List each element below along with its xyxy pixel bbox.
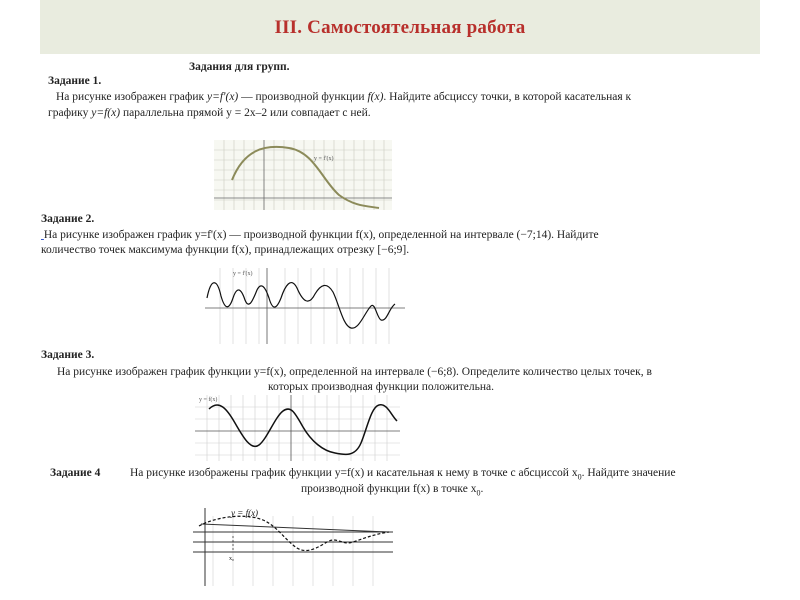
task2-graph [205, 268, 405, 344]
task4-graph-label: y = f(x) [231, 508, 259, 518]
task1-text-c: . Найдите абсциссу точки, в которой касательная к [383, 91, 632, 103]
task4-heading: Задание 4 [50, 467, 101, 479]
slide-header [40, 0, 760, 54]
task3-graph-grid [195, 395, 400, 461]
slide-title: III. Самостоятельная работа [274, 17, 526, 38]
task4-curve [199, 516, 389, 550]
task4-line2-b: . [480, 483, 484, 495]
intro-heading: Задания для групп. [189, 61, 290, 73]
task1-func: f(x) [367, 91, 384, 103]
task1-text-a: На рисунке изображен график [56, 91, 205, 103]
task4-line1-b: . Найдите значение [581, 467, 676, 479]
task1-graph-label: y = f'(x) [314, 156, 334, 162]
task1-line2-a: графику [48, 107, 89, 119]
task4-line1-sub: 0 [577, 472, 582, 482]
task4-line1-a: На рисунке изображены график функции y=f(x) и касательная к нему в точке с абсциссой x [130, 467, 578, 479]
task1-line2-formula: y=f(x) [91, 107, 121, 119]
task3-heading: Задание 3. [41, 349, 95, 361]
task1-line1 [56, 90, 776, 105]
task3-graph [195, 395, 400, 461]
task3-graph-label: y = f(x) [199, 397, 218, 403]
task2-curve [207, 283, 395, 329]
task3-line2: которых производная функции положительна. [268, 381, 495, 393]
task2-graph-label: y = f'(x) [233, 271, 253, 277]
task1-graph-bg [214, 140, 392, 210]
task4-tangent [201, 524, 389, 532]
task4-x0-label: x₀ [229, 556, 235, 562]
task1-formula: y=f'(x) [206, 91, 239, 103]
task2-line1-text: На рисунке изображен график y=f'(x) — производной функции f(x), определенной на интервале (−7;14). Найдите [43, 229, 599, 241]
task1-text-b: — производной функции [241, 91, 365, 103]
task1-line2 [48, 106, 768, 121]
task4-line2-a: производной функции f(x) в точке x [301, 483, 477, 495]
task1-line2-b: параллельна прямой у = 2х–2 или совпадает с ней. [122, 107, 371, 119]
task2-line2: количество точек максимума функции f(x), принадлежащих отрезку [−6;9]. [41, 244, 410, 256]
task2-graph-grid [220, 268, 389, 344]
task1-graph [214, 140, 392, 210]
task4-line2-sub: 0 [476, 488, 481, 498]
task3-line1: На рисунке изображен график функции y=f(x), определенной на интервале (−6;8). Определите количество целых точек, в [57, 366, 652, 378]
task2-line1 [41, 228, 771, 243]
task4-graph-grid [213, 516, 373, 586]
task4-graph [193, 498, 393, 586]
task2-heading: Задание 2. [41, 213, 95, 225]
task1-heading: Задание 1. [48, 75, 102, 87]
